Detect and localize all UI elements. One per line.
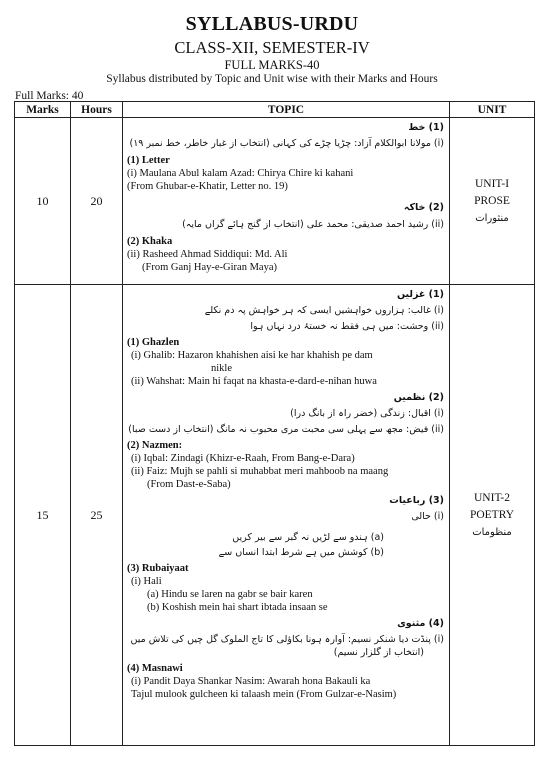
section-heading-urdu: (2) خاکہ bbox=[403, 202, 444, 213]
topic-line-urdu: (i) مولانا ابوالکلام آزاد: چڑیا چڑے کی کہانی (انتخاب از غبار خاطر، خط نمبر ۱۹) bbox=[129, 138, 444, 149]
topic-line: (i) Pandit Daya Shankar Nasim: Awarah hona Bakauli ka bbox=[131, 676, 371, 687]
topic-line: (ii) Rasheed Ahmad Siddiqui: Md. Ali bbox=[127, 249, 288, 260]
topic-line-urdu: (انتخاب از گلزار نسیم) bbox=[333, 647, 424, 658]
topic-line-urdu: (ii) رشید احمد صدیقی: محمد علی (انتخاب از گنج ہائے گراں مایہ) bbox=[182, 219, 444, 230]
unit-column-header: UNIT bbox=[450, 102, 535, 118]
section-heading: (1) Ghazlen bbox=[127, 337, 180, 348]
topic-line-urdu: (ii) وحشت: میں ہی فقط نہ خستۂ درد نہاں ہوا bbox=[250, 321, 444, 332]
topic-line-urdu: (ii) فیض: مجھ سے پہلی سی محبت مری محبوب نہ مانگ (انتخاب از دست صبا) bbox=[128, 424, 444, 435]
topic-line: (b) Koshish mein hai shart ibtada insaan se bbox=[147, 602, 328, 613]
full-marks-note: Full Marks: 40 bbox=[15, 90, 84, 102]
section-heading: (2) Khaka bbox=[127, 236, 173, 247]
section-heading: (4) Masnawi bbox=[127, 663, 183, 674]
topic-line: (i) Iqbal: Zindagi (Khizr-e-Raah, From Bang-e-Dara) bbox=[131, 453, 355, 464]
unit-cell bbox=[450, 118, 535, 285]
topic-line: (From Dast-e-Saba) bbox=[147, 479, 231, 490]
section-heading-urdu: (2) نظمیں bbox=[393, 392, 444, 403]
topic-line: (ii) Wahshat: Main hi faqat na khasta-e-dard-e-nihan huwa bbox=[131, 376, 377, 387]
topic-line-urdu: (i) پنڈت دیا شنکر نسیم: آوارہ ہونا بکاؤلی کا تاج الملوک گل چیں کی تلاش میں bbox=[130, 634, 444, 645]
unit-type-urdu: منظومات bbox=[472, 526, 512, 538]
unit-number: UNIT-2 bbox=[474, 491, 510, 504]
full-marks-heading: FULL MARKS-40 bbox=[224, 58, 320, 72]
document-title: SYLLABUS-URDU bbox=[185, 13, 359, 35]
topic-cell bbox=[123, 285, 450, 746]
topic-line-urdu: (i) اقبال: زندگی (خضر راہ از بانگ درا) bbox=[290, 408, 444, 419]
section-heading-urdu: (3) رباعیات bbox=[389, 495, 444, 506]
topic-line: (i) Maulana Abul kalam Azad: Chirya Chire ki kahani bbox=[127, 168, 354, 179]
unit-number: UNIT-I bbox=[474, 177, 510, 190]
table-row-prose bbox=[15, 118, 535, 285]
syllabus-subtitle: Syllabus distributed by Topic and Unit wise with their Marks and Hours bbox=[106, 73, 438, 85]
topic-line-urdu: (i) حالی bbox=[411, 511, 444, 522]
topic-line-urdu: (i) غالب: ہزاروں خواہشیں ایسی کہ ہر خواہش پہ دم نکلے bbox=[204, 305, 444, 316]
hours-cell: 25 bbox=[71, 285, 123, 746]
section-heading-urdu: (4) مثنوی bbox=[397, 618, 444, 629]
hours-column-header: Hours bbox=[71, 102, 123, 118]
unit-type-urdu: منثورات bbox=[475, 212, 509, 224]
topic-line: (i) Ghalib: Hazaron khahishen aisi ke har khahish pe dam bbox=[131, 350, 373, 361]
topic-line: Tajul mulook gulcheen ki talaash mein (From Gulzar-e-Nasim) bbox=[131, 689, 397, 700]
marks-cell: 10 bbox=[15, 118, 71, 285]
unit-cell bbox=[450, 285, 535, 746]
topic-column-header: TOPIC bbox=[123, 102, 450, 118]
section-heading-urdu: (1) خط bbox=[408, 122, 444, 133]
unit-type: PROSE bbox=[474, 194, 510, 207]
table-row-poetry bbox=[15, 285, 535, 746]
topic-line: (From Ganj Hay-e-Giran Maya) bbox=[142, 262, 277, 273]
topic-line-urdu: (b) کوشش میں ہے شرط ابتدا انساں سے bbox=[218, 547, 384, 558]
marks-column-header: Marks bbox=[15, 102, 71, 118]
syllabus-table bbox=[14, 101, 535, 746]
topic-cell bbox=[123, 118, 450, 285]
topic-line: (i) Hali bbox=[131, 576, 162, 587]
marks-cell: 15 bbox=[15, 285, 71, 746]
topic-line: (ii) Faiz: Mujh se pahli si muhabbat meri mahboob na maang bbox=[131, 466, 389, 477]
class-semester-line: CLASS-XII, SEMESTER-IV bbox=[174, 38, 370, 57]
section-heading: (1) Letter bbox=[127, 155, 170, 166]
section-heading: (2) Nazmen: bbox=[127, 440, 183, 451]
unit-type: POETRY bbox=[469, 508, 515, 521]
hours-cell: 20 bbox=[71, 118, 123, 285]
topic-line: (a) Hindu se laren na gabr se bair karen bbox=[147, 589, 313, 600]
topic-line-urdu: (a) ہندو سے لڑیں نہ گبر سے بیر کریں bbox=[232, 532, 384, 543]
topic-line: (From Ghubar-e-Khatir, Letter no. 19) bbox=[127, 181, 288, 192]
section-heading: (3) Rubaiyaat bbox=[127, 563, 189, 574]
section-heading-urdu: (1) غزلیں bbox=[396, 289, 444, 300]
topic-line: nikle bbox=[211, 363, 232, 374]
table-header-row bbox=[15, 102, 535, 118]
